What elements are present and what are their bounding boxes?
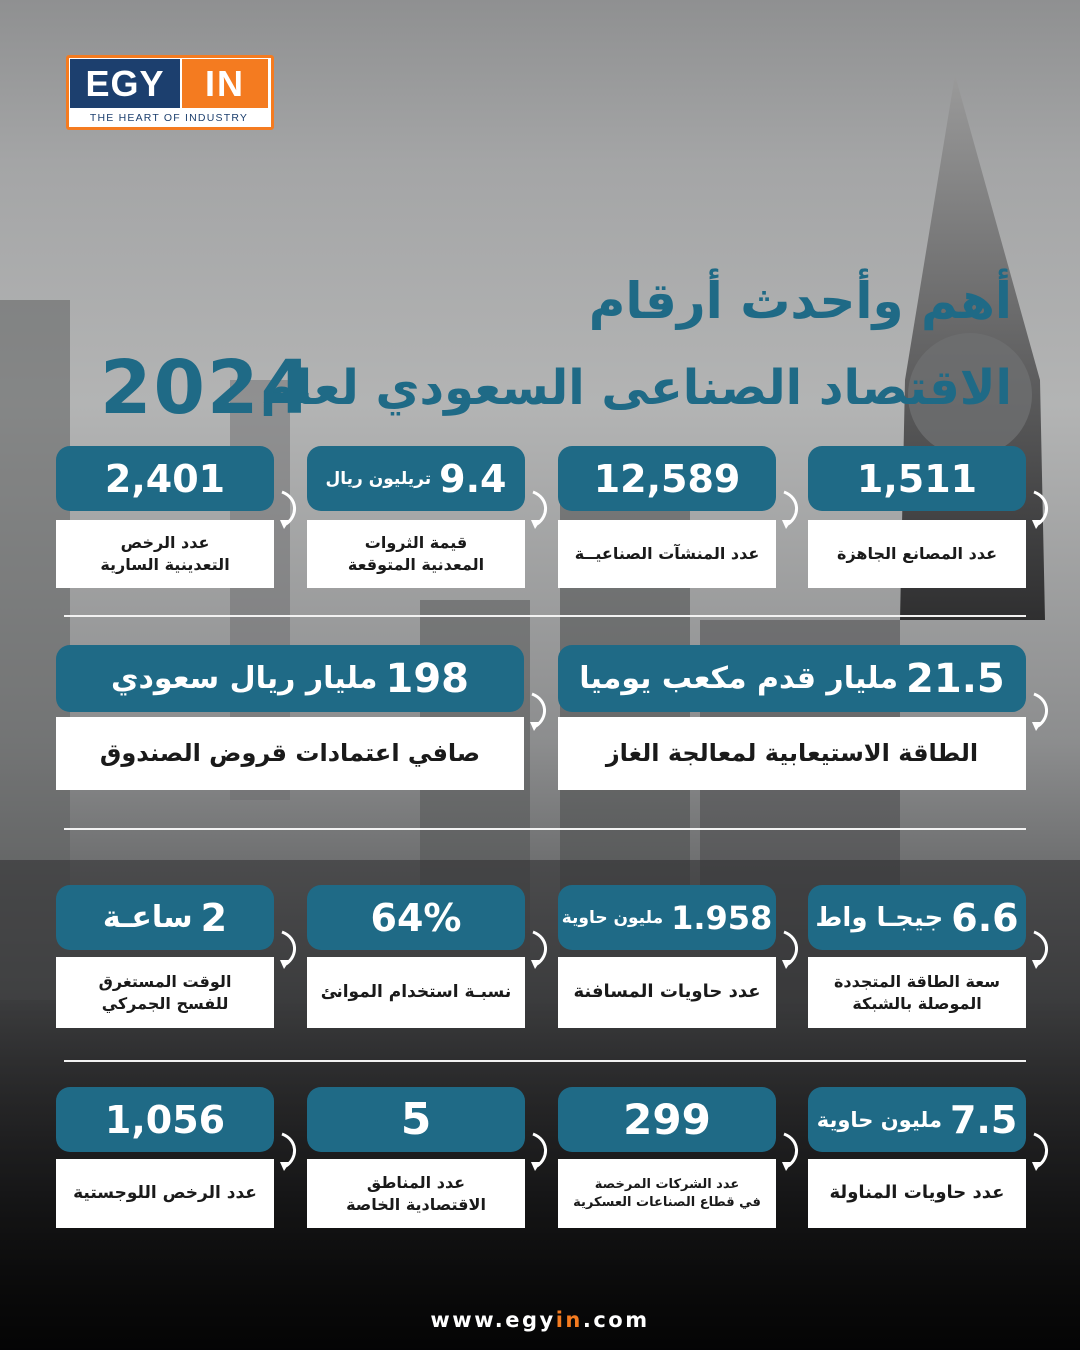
stat-value-pill — [558, 885, 776, 950]
stat-label-line: قيمة الثروات — [364, 533, 468, 553]
stat-label-line: التعدينية السارية — [100, 555, 230, 574]
stat-card-military-licensed-companies — [558, 1087, 778, 1228]
stat-value-pill — [808, 1087, 1026, 1152]
logo-in-text: IN — [182, 59, 268, 108]
stat-value-pill — [56, 446, 274, 511]
stat-unit: مليون حاوية — [561, 907, 664, 928]
title-line-2: الاقتصاد الصناعى السعودي لعام — [260, 360, 1012, 416]
stat-value: 5 — [400, 1094, 432, 1145]
stat-label-line: الاقتصادية الخاصة — [346, 1194, 486, 1214]
curved-arrow-icon — [778, 1132, 804, 1172]
stat-value: 2 — [200, 895, 228, 940]
stat-label-line: الموصلة بالشبكة — [852, 993, 982, 1013]
stat-value-pill — [558, 1087, 776, 1152]
stat-label-line: عدد الشركات المرخصة — [594, 1176, 740, 1192]
stat-label — [808, 520, 1026, 588]
curved-arrow-icon — [276, 1132, 302, 1172]
stat-label-line: الطاقة الاستيعابية لمعالجة الغاز — [605, 739, 979, 768]
stat-label-line: المعدنية المتوقعة — [347, 555, 485, 574]
stat-label-line: عدد المصانع الجاهزة — [837, 544, 997, 564]
stat-label-line: نسبـة استخدام الموانئ — [320, 982, 512, 1003]
curved-arrow-icon — [1028, 1132, 1054, 1172]
stat-label-line: عدد حاويات المناولة — [829, 1182, 1005, 1204]
stat-label — [307, 520, 525, 588]
stat-card-gas-processing-capacity — [558, 645, 1028, 790]
stat-unit: ساعـة — [102, 900, 193, 935]
stat-value-pill — [307, 446, 525, 511]
stat-value: 1,056 — [104, 1097, 226, 1142]
stat-label-line: للفسح الجمركي — [101, 993, 229, 1013]
stat-label-line: سعة الطاقة المتجددة — [833, 971, 1001, 991]
curved-arrow-icon — [778, 490, 804, 530]
url-accent: in — [555, 1308, 583, 1332]
stat-value: 6.6 — [951, 895, 1019, 940]
stat-unit: جيجـا واط — [815, 902, 944, 933]
stat-unit: مليون حاوية — [816, 1107, 942, 1132]
stat-card-renewable-capacity — [808, 885, 1028, 1028]
egyin-logo — [66, 55, 274, 130]
stat-card-handling-containers — [808, 1087, 1028, 1228]
stat-label — [558, 957, 776, 1028]
stat-label — [558, 717, 1026, 790]
stat-label — [558, 520, 776, 588]
section-divider — [64, 828, 1026, 830]
url-suffix: .com — [582, 1308, 650, 1332]
stat-value-pill — [307, 1087, 525, 1152]
stat-label — [56, 717, 524, 790]
stat-card-mineral-wealth — [307, 446, 527, 588]
stat-label — [56, 957, 274, 1028]
stat-label-line: الوقت المستغرق — [98, 971, 232, 991]
stat-value-pill — [56, 645, 524, 712]
stat-card-transshipment-containers — [558, 885, 778, 1028]
stat-card-customs-clearance-time — [56, 885, 276, 1028]
curved-arrow-icon — [276, 930, 302, 970]
stat-value-pill — [808, 885, 1026, 950]
curved-arrow-icon — [1028, 930, 1054, 970]
stat-value-pill — [56, 885, 274, 950]
stat-unit: تريليون ريال — [325, 468, 432, 489]
stat-label-line: عدد حاويات المسافنة — [573, 981, 761, 1003]
stat-value-pill — [307, 885, 525, 950]
stat-value: 2,401 — [104, 456, 226, 501]
stat-value-pill — [558, 446, 776, 511]
section-divider — [64, 1060, 1026, 1062]
stat-card-ready-factories — [808, 446, 1028, 588]
stat-label — [808, 957, 1026, 1028]
website-url[interactable] — [0, 1308, 1080, 1332]
stat-label-line: عدد الرخص — [120, 533, 210, 553]
curved-arrow-icon — [1028, 490, 1054, 530]
stat-card-mining-licenses — [56, 446, 276, 588]
curved-arrow-icon — [778, 930, 804, 970]
stat-card-port-utilization — [307, 885, 527, 1028]
stat-label-line: صافي اعتمادات قروض الصندوق — [99, 739, 481, 768]
stat-unit: مليار قدم مكعب يوميا — [579, 661, 899, 696]
stat-label — [808, 1159, 1026, 1228]
curved-arrow-icon — [527, 930, 553, 970]
stat-value: 64% — [370, 895, 462, 940]
title-year: 2024 — [100, 345, 314, 431]
stat-value: 299 — [623, 1095, 711, 1144]
stat-label — [307, 1159, 525, 1228]
curved-arrow-icon — [276, 490, 302, 530]
stat-card-logistics-licenses — [56, 1087, 276, 1228]
curved-arrow-icon — [526, 692, 552, 732]
logo-tagline: THE HEART OF INDUSTRY — [89, 112, 249, 124]
url-prefix: www.egy — [430, 1308, 556, 1332]
stat-card-special-economic-zones — [307, 1087, 527, 1228]
stat-value: 21.5 — [906, 655, 1005, 702]
stat-unit: مليار ريال سعودي — [111, 661, 378, 696]
stat-card-fund-loans — [56, 645, 526, 790]
stat-label-line: عدد المنشآت الصناعيــة — [574, 544, 760, 564]
stat-value: 12,589 — [593, 456, 741, 501]
stat-label-line: عدد الرخص اللوجستية — [73, 1183, 257, 1204]
stat-value: 1.958 — [671, 898, 773, 937]
title-line-1: أهم وأحدث أرقام — [588, 272, 1012, 330]
stat-label — [307, 957, 525, 1028]
stat-value: 1,511 — [856, 456, 978, 501]
logo-egy-text: EGY — [70, 59, 180, 108]
stat-value: 9.4 — [439, 456, 507, 501]
stat-value-pill — [808, 446, 1026, 511]
stat-label-line: في قطاع الصناعات العسكرية — [573, 1194, 761, 1210]
stat-label — [558, 1159, 776, 1228]
stat-value-pill — [56, 1087, 274, 1152]
stat-value: 198 — [385, 655, 469, 702]
stat-label — [56, 1159, 274, 1228]
curved-arrow-icon — [1028, 692, 1054, 732]
stat-card-industrial-facilities — [558, 446, 778, 588]
stat-value: 7.5 — [949, 1097, 1018, 1142]
curved-arrow-icon — [527, 1132, 553, 1172]
stat-label-line: عدد المناطق — [366, 1172, 466, 1192]
section-divider — [64, 615, 1026, 617]
stat-label — [56, 520, 274, 588]
stat-value-pill — [558, 645, 1026, 712]
curved-arrow-icon — [527, 490, 553, 530]
